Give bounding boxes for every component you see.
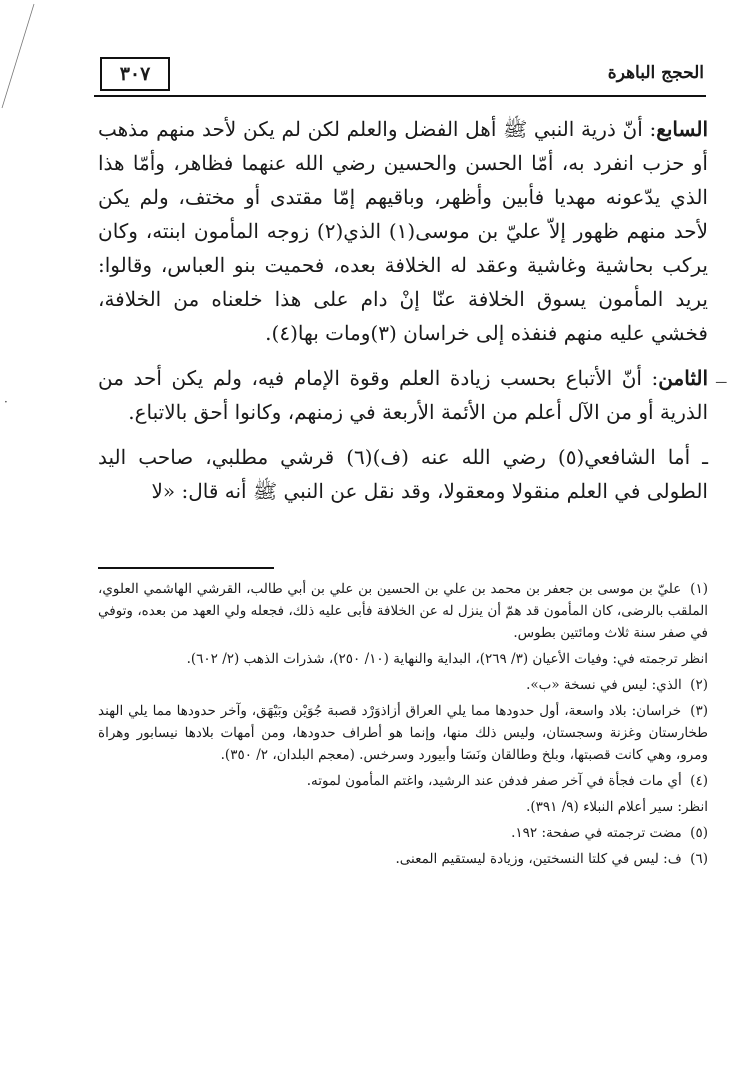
footnote-4-reference: انظر: سير أعلام النبلاء (٩/ ٣٩١). — [526, 799, 708, 815]
footnote-text: خراسان: بلاد واسعة، أول حدودها مما يلي العراق أزاذوَرْد قصبة جُوَيْن وبَيْهَق، وآخر حدودها مما يلي الهند طخارستان وغزنة وسجستان، وليس ذلك منها، وإنما هو أطراف حدودها، ومن أمهات بلادها نيسابور وهراة ومرو، وهي كانت قصبتها، وبلخ وطالقان ونَسَا وأبيورد وسرخس. (معجم البلدان، ٢/ ٣٥٠). — [98, 703, 708, 763]
footnote-number: (٦) — [690, 851, 708, 867]
footnote-6 — [98, 848, 708, 870]
footnote-text: عليّ بن موسى بن جعفر بن محمد بن علي بن الحسين بن علي بن أبي طالب، القرشي الهاشمي العلوي، الملقب بالرضى، كان المأمون قد همّ أن ينزل له عن الخلافة فأبى عليه ذلك، فجعله ولي العهد من بعده، وتوفي في صفر سنة ثلاث ومائتين بطوس. — [98, 581, 708, 641]
footnote-number: (٢) — [690, 677, 708, 693]
paragraph-text-seventh: : أنّ ذرية النبي ﷺ أهل الفضل والعلم لكن لم يكن لأحد منهم مذهب أو حزب انفرد به، أمّا الحسن والحسين رضي الله عنهما فظاهر، وأمّا هذا الذي يدّعونه مهديا فأبين وأظهر، وباقيهم إمّا مقتدى أو مختف، ولم يكن لأحد منهم ظهور إلاّ عليّ بن موسى(١) الذي(٢) زوجه المأمون ابنته، وكان يركب بحاشية وغاشية وعقد له الخلافة بعده، فحميت بنو العباس، وقالوا: يريد المأمون يسوق الخلافة عنّا إنْ دام على هذا خلعناه من الخلافة، فخشي عليه منهم فنفذه إلى خراسان (٣)ومات بها(٤). — [98, 117, 708, 345]
paragraph-shafii — [98, 440, 708, 508]
footnotes — [98, 578, 708, 874]
page-number: ٣٠٧ — [119, 63, 151, 85]
paragraph-eighth — [98, 361, 708, 429]
paragraph-lead-eighth: الثامن — [658, 366, 708, 390]
footnote-2 — [98, 674, 708, 696]
scan-edge-mark: · — [4, 395, 8, 409]
footnote-1-reference: انظر ترجمته في: وفيات الأعيان (٣/ ٢٦٩)، البداية والنهاية (١٠/ ٢٥٠)، شذرات الذهب (٢/ ٦٠٢). — [186, 651, 708, 667]
paragraph-seventh — [98, 112, 708, 350]
page-number-box — [100, 57, 170, 91]
footnote-5 — [98, 822, 708, 844]
footnote-3 — [98, 700, 708, 766]
scan-artifact-line — [0, 0, 40, 110]
main-text — [98, 112, 708, 519]
scan-edge-mark: ـــ — [716, 372, 727, 386]
footnote-number: (٤) — [690, 773, 708, 789]
paragraph-text-shafii: ـ أما الشافعي(٥) رضي الله عنه (ف)(٦) قرشي مطلبي، صاحب اليد الطولى في العلم منقولا ومعقولا، وقد نقل عن النبي ﷺ أنه قال: «لا — [98, 445, 708, 503]
footnote-text: ف: ليس في كلتا النسختين، وزيادة ليستقيم المعنى. — [395, 851, 682, 867]
footnote-text: مضت ترجمته في صفحة: ١٩٢. — [511, 825, 682, 841]
book-title: الحجج الباهرة — [607, 63, 704, 83]
footnote-number: (٥) — [690, 825, 708, 841]
footnote-4 — [98, 770, 708, 792]
paragraph-text-eighth: : أنّ الأتباع بحسب زيادة العلم وقوة الإمام فيه، ولم يكن أحد من الذرية أو من الآل أعلم من الأئمة الأربعة في زمنهم، وكانوا أحق بالاتباع. — [98, 366, 708, 424]
footnote-text: أي مات فجأة في آخر صفر فدفن عند الرشيد، واغتم المأمون لموته. — [306, 773, 682, 789]
footnote-separator — [98, 567, 274, 569]
paragraph-lead-seventh: السابع — [656, 117, 708, 141]
footnote-text: الذي: ليس في نسخة «ب». — [526, 677, 682, 693]
footnote-1 — [98, 578, 708, 644]
page-header — [94, 55, 706, 97]
footnote-number: (٣) — [690, 703, 708, 719]
footnote-number: (١) — [690, 581, 708, 597]
